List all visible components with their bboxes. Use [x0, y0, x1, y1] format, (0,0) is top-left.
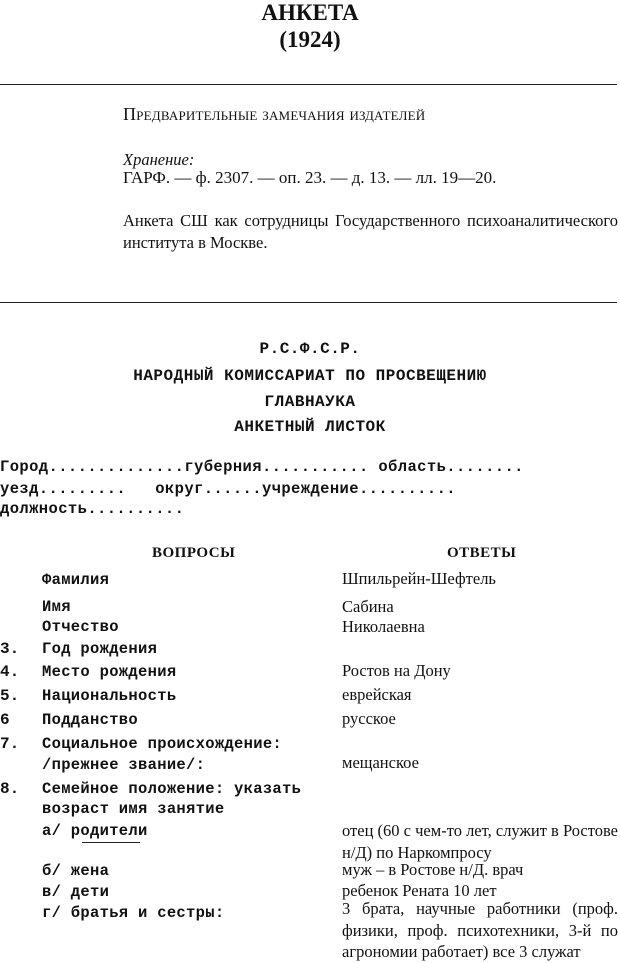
question-surname: Фамилия: [42, 571, 110, 589]
question-citizenship: Подданство: [42, 711, 139, 729]
row-number: 6: [0, 711, 10, 729]
answer-birthplace: Ростов на Дону: [342, 661, 451, 680]
question-family-status: Семейное положение: указать: [42, 780, 302, 798]
question-spouse: б/ жена: [42, 862, 110, 880]
question-children: в/ дети: [42, 883, 110, 901]
field-line-position: должность..........: [0, 500, 185, 518]
answer-surname: Шпильрейн-Шефтель: [342, 569, 496, 588]
question-family-status-line2: возраст имя занятие: [42, 800, 225, 818]
question-birthplace: Место рождения: [42, 663, 177, 681]
question-patronymic: Отчество: [42, 618, 119, 636]
row-number: 5.: [0, 687, 20, 705]
handwritten-underline: [82, 842, 140, 843]
form-country: Р.С.Ф.С.Р.: [259, 340, 361, 358]
storage-reference: ГАРФ. — ф. 2307. — оп. 23. — д. 13. — лл. 19—20.: [123, 168, 497, 187]
answer-siblings: 3 брата, научные работники (проф. физики, проф. психотехники, 3-й по агрономии работает) все 3 служат: [342, 899, 618, 961]
form-title: АНКЕТНЫЙ ЛИСТОК: [234, 418, 386, 436]
row-number: 7.: [0, 735, 20, 753]
answers-header: ОТВЕТЫ: [447, 545, 517, 561]
storage-label: Хранение:: [123, 150, 195, 169]
page-year: (1924): [279, 27, 341, 52]
form-department: ГЛАВНАУКА: [264, 393, 356, 411]
row-number: 3.: [0, 640, 20, 658]
answer-children: ребенок Рената 10 лет: [342, 881, 497, 900]
question-parents: а/ родители: [42, 822, 148, 840]
field-line-city: Город..............губерния........... область........: [0, 458, 524, 476]
editor-notes-description: Анкета СШ как сотрудницы Государственного психоаналитического института в Москве.: [123, 211, 618, 252]
editor-notes-heading: Предварительные замечания издателей: [123, 104, 426, 124]
question-name: Имя: [42, 598, 71, 616]
answer-nationality: еврейская: [342, 685, 412, 704]
page-title: АНКЕТА: [261, 0, 359, 25]
field-line-district: уезд......... округ......учреждение..........: [0, 480, 456, 498]
questions-header: ВОПРОСЫ: [152, 545, 236, 561]
top-divider: [0, 84, 617, 85]
answer-parents: отец (60 с чем-то лет, служит в Ростове н/Д) по Наркомпросу: [342, 821, 618, 862]
question-social-origin: Социальное происхождение:: [42, 735, 283, 753]
answer-patronymic: Николаевна: [342, 617, 425, 636]
form-commissariat: НАРОДНЫЙ КОМИССАРИАТ ПО ПРОСВЕЩЕНИЮ: [133, 367, 487, 385]
row-number: 8.: [0, 780, 20, 798]
question-birth-year: Год рождения: [42, 640, 158, 658]
answer-social-origin: мещанское: [342, 753, 419, 772]
answer-name: Сабина: [342, 597, 394, 616]
question-nationality: Национальность: [42, 687, 177, 705]
answer-citizenship: русское: [342, 709, 396, 728]
middle-divider: [0, 302, 617, 303]
row-number: 4.: [0, 663, 20, 681]
question-social-origin-line2: /прежнее звание/:: [42, 756, 206, 774]
answer-spouse: муж – в Ростове н/Д. врач: [342, 860, 524, 879]
question-siblings: г/ братья и сестры:: [42, 904, 225, 922]
